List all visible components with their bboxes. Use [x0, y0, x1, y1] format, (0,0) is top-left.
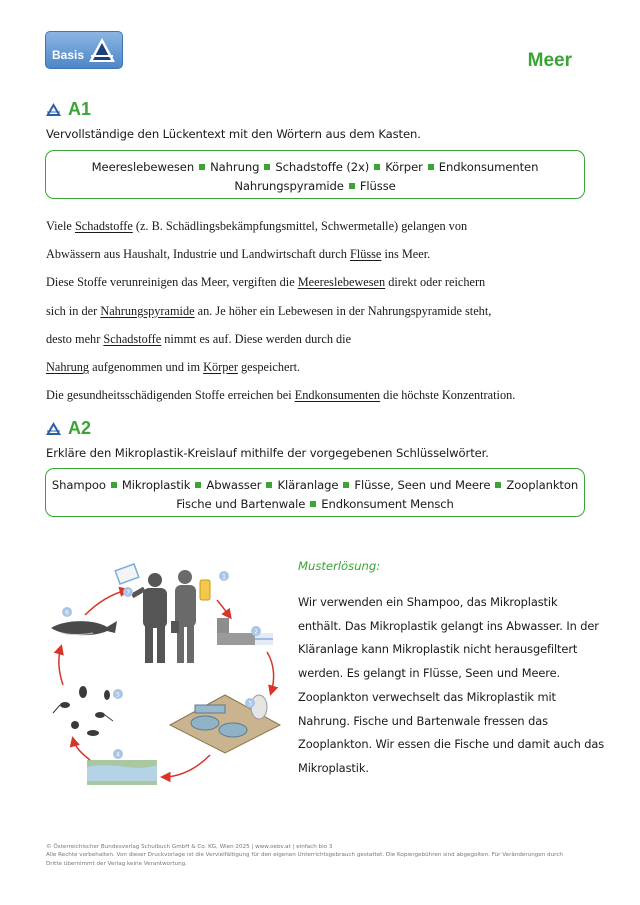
text: gespeichert.: [237, 360, 301, 375]
text: desto mehr: [46, 331, 104, 346]
separator-square-icon: [310, 501, 316, 507]
step-number: 4: [116, 751, 120, 759]
page-title: Meer: [527, 50, 572, 71]
cloze-line: [46, 353, 515, 381]
shampoo-bottle-icon: [200, 580, 210, 600]
word: Nahrungspyramide: [234, 179, 344, 193]
word-line: [46, 177, 584, 196]
shampoo-icon: [115, 564, 139, 584]
separator-square-icon: [111, 482, 117, 488]
task-a2-heading: [46, 418, 91, 439]
separator-square-icon: [195, 482, 201, 488]
level-triangle-icon: [46, 422, 61, 435]
cloze-line: [46, 212, 515, 240]
step-number: 7: [126, 589, 130, 597]
word: Abwasser: [206, 478, 262, 492]
word: Mikroplastik: [121, 478, 191, 492]
solution-line: Nahrung. Fische und Bartenwale fressen das: [298, 713, 548, 728]
basis-logo: [45, 31, 123, 69]
step-number: 5: [116, 691, 120, 699]
solution-line: Zooplankton. Wir essen die Fische und damit auch das: [298, 737, 605, 752]
step-number: 1: [222, 573, 226, 581]
cloze-text: [46, 212, 515, 409]
text: Diese Stoffe verunreinigen das Meer, vergiften die: [46, 275, 298, 290]
filled-gap: Schadstoffe: [74, 219, 133, 233]
word: Körper: [385, 160, 423, 174]
microplastic-cycle-illustration: [45, 555, 285, 785]
text: sich in der: [46, 303, 101, 318]
task-number: A2: [68, 418, 92, 438]
task-a1-heading: [46, 99, 91, 120]
word: Meereslebewesen: [91, 160, 195, 174]
level-triangle-icon: [87, 35, 117, 65]
copyright-footer: [46, 843, 586, 868]
separator-square-icon: [495, 482, 501, 488]
word: Flüsse, Seen und Meere: [354, 478, 491, 492]
separator-square-icon: [374, 164, 380, 170]
task-a1-instruction: Vervollständige den Lückentext mit den Wörtern aus dem Kasten.: [46, 127, 421, 141]
word: Schadstoffe (2x): [275, 160, 370, 174]
word: Zooplankton: [506, 478, 579, 492]
people-figures: [131, 570, 196, 663]
filled-gap: Nahrungspyramide: [100, 303, 195, 318]
cloze-line: [46, 297, 515, 325]
separator-square-icon: [343, 482, 349, 488]
word-line: [46, 158, 584, 177]
filled-gap: Flüsse: [349, 247, 382, 262]
footer-line: Alle Rechte vorbehalten. Von dieser Druckvorlage ist die Vervielfältigung für den eigenen Unterrichtsgebrauch gestattet. Die Kopiergebühren sind abgegolten. Für Veränderungen durch: [46, 852, 563, 859]
word: Kläranlage: [277, 478, 339, 492]
text: nimmt es auf. Diese werden durch die: [161, 331, 352, 346]
task-a2-word-box: [45, 468, 585, 517]
cloze-line: [46, 268, 515, 296]
filled-gap: Körper: [203, 360, 238, 375]
word: Shampoo: [51, 478, 106, 492]
text: (z. B. Schädlingsbekämpfungsmittel, Schwermetalle) gelangen von: [132, 219, 468, 233]
footer-line: © Österreichischer Bundesverlag Schulbuch GmbH & Co. KG, Wien 2025 | www.oebv.at | einfach bio 3: [46, 844, 333, 850]
task-number: A1: [68, 99, 92, 119]
text: Die gesundheitsschädigenden Stoffe erreichen bei: [46, 388, 295, 403]
task-a1-word-box: [45, 150, 585, 199]
drain-pipe-icon: [217, 618, 273, 645]
filled-gap: Endkonsumenten: [294, 388, 381, 403]
text: ins Meer.: [381, 247, 431, 262]
solution-line: Wir verwenden ein Shampoo, das Mikroplastik: [298, 595, 558, 609]
word-line: [46, 495, 584, 514]
level-triangle-icon: [46, 103, 61, 116]
text: die höchste Konzentration.: [380, 388, 516, 403]
cloze-line: [46, 381, 515, 409]
text: aufgenommen und im: [89, 360, 204, 375]
step-number: 6: [65, 609, 69, 617]
word: Fische und Bartenwale: [176, 497, 306, 511]
word-line: [46, 476, 584, 495]
solution-line: Mikroplastik.: [298, 760, 369, 775]
text: Abwässern aus Haushalt, Industrie und Landwirtschaft durch: [46, 247, 350, 262]
text: direkt oder reichern: [385, 275, 486, 290]
word: Flüsse: [359, 179, 396, 193]
river-icon: [87, 760, 157, 785]
solution-line: Kläranlage kann Mikroplastik nicht herausgefiltert: [298, 642, 578, 657]
logo-label: Basis: [52, 48, 85, 62]
filled-gap: Meereslebewesen: [297, 275, 386, 290]
zooplankton-icon: [53, 686, 113, 736]
footer-line: Dritte übernimmt der Verlag keine Verantwortung.: [46, 860, 187, 867]
separator-square-icon: [264, 164, 270, 170]
word: Nahrung: [210, 160, 260, 174]
text: Viele: [46, 219, 75, 233]
separator-square-icon: [266, 482, 272, 488]
task-a2-instruction: Erkläre den Mikroplastik-Kreislauf mithilfe der vorgegebenen Schlüsselwörter.: [46, 446, 489, 460]
solution-line: werden. Es gelangt in Flüsse, Seen und Meere.: [298, 666, 561, 681]
text: an. Je höher ein Lebewesen in der Nahrungspyramide steht,: [194, 303, 492, 318]
step-number: 3: [248, 700, 252, 708]
whale-icon: [51, 621, 117, 635]
filled-gap: Nahrung: [46, 360, 90, 375]
solution-line: Zooplankton verwechselt das Mikroplastik mit: [298, 689, 556, 704]
treatment-plant-icon: [170, 695, 280, 753]
cloze-line: [46, 325, 515, 353]
separator-square-icon: [349, 183, 355, 189]
solution-heading: Musterlösung:: [298, 559, 381, 573]
separator-square-icon: [428, 164, 434, 170]
cloze-line: [46, 240, 515, 268]
separator-square-icon: [199, 164, 205, 170]
step-number: 2: [254, 628, 258, 636]
word: Endkonsumenten: [438, 160, 539, 174]
word: Endkonsument Mensch: [321, 497, 454, 511]
filled-gap: Schadstoffe: [103, 331, 162, 346]
solution-text: [298, 591, 605, 781]
solution-line: enthält. Das Mikroplastik gelangt ins Abwasser. In der: [298, 618, 599, 633]
